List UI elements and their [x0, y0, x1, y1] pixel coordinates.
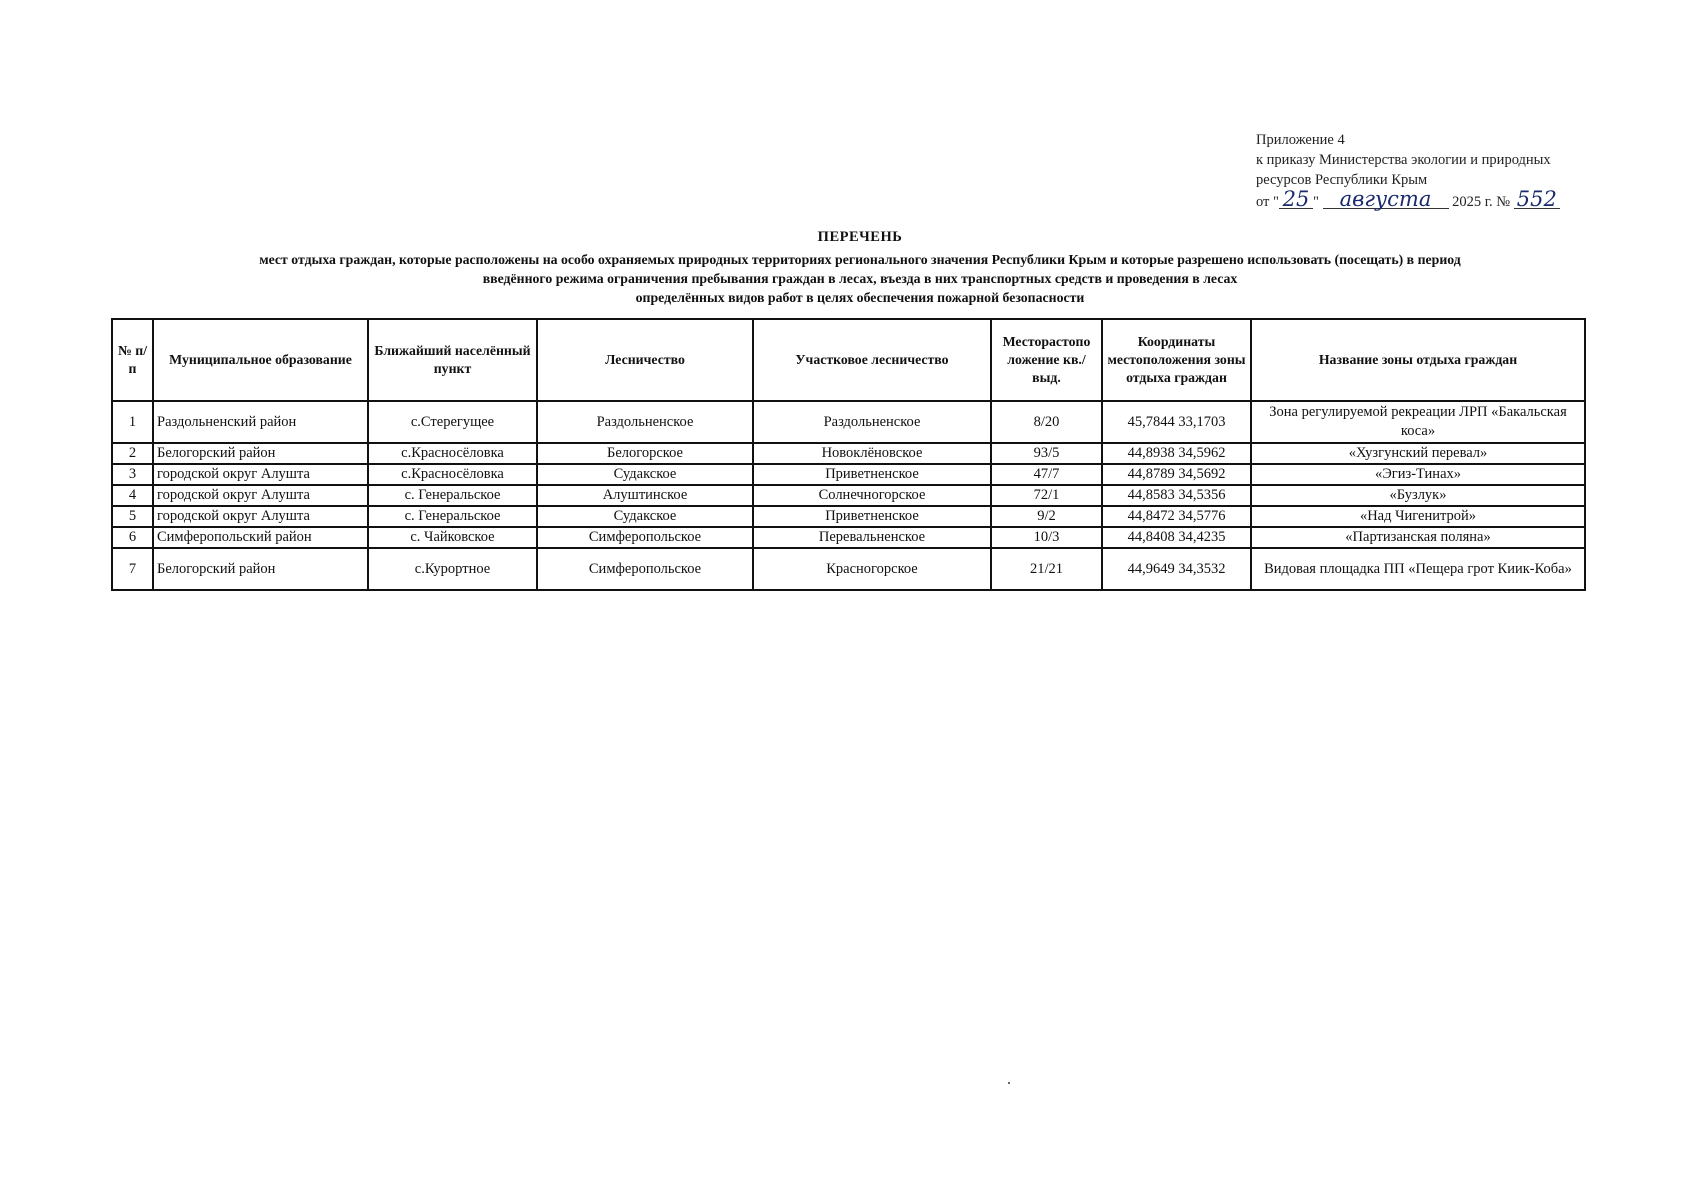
table-row — [112, 464, 1585, 485]
handwritten-month: августа — [1323, 190, 1449, 209]
recreation-zones-table — [111, 318, 1586, 591]
appendix-date-line — [1256, 187, 1676, 212]
cell-forestry: Алуштинское — [537, 485, 753, 506]
table-header-row — [112, 319, 1585, 401]
cell-coordinates: 44,8472 34,5776 — [1102, 506, 1251, 527]
document-subtitle-line-1: мест отдыха граждан, которые расположены на особо охраняемых природных территориях регионального значения Республики Крым и которые разрешено использовать (посещать) в период — [259, 252, 1461, 267]
cell-number: 6 — [112, 527, 153, 548]
cell-forestry: Симферопольское — [537, 548, 753, 590]
cell-coordinates: 44,8789 34,5692 — [1102, 464, 1251, 485]
document-subtitle-line-3: определённых видов работ в целях обеспечения пожарной безопасности — [635, 290, 1085, 305]
cell-district-forestry: Приветненское — [753, 506, 991, 527]
cell-number: 3 — [112, 464, 153, 485]
appendix-ministry: ресурсов Республики Крым — [1256, 172, 1428, 188]
cell-settlement: с. Генеральское — [368, 485, 537, 506]
header-settlement: Ближайший населённый пункт — [368, 319, 537, 401]
handwritten-day: 25 — [1279, 190, 1313, 209]
cell-zone-name: «Над Чигенитрой» — [1251, 506, 1585, 527]
cell-forestry: Судакское — [537, 464, 753, 485]
cell-location: 9/2 — [991, 506, 1102, 527]
table-row — [112, 485, 1585, 506]
header-municipality: Муниципальное образование — [153, 319, 368, 401]
appendix-order-ref: к приказу Министерства экологии и природных — [1256, 152, 1551, 168]
table-row — [112, 548, 1585, 590]
cell-coordinates: 44,8408 34,4235 — [1102, 527, 1251, 548]
cell-number: 7 — [112, 548, 153, 590]
year-text: 2025 г. № — [1452, 194, 1511, 210]
cell-zone-name: «Эгиз-Тинах» — [1251, 464, 1585, 485]
document-subtitle-line-2: введённого режима ограничения пребывания граждан в лесах, въезда в них транспортных средств и проведения в лесах — [482, 271, 1238, 286]
cell-district-forestry: Раздольненское — [753, 401, 991, 443]
header-location: Месторастопо ложение кв./выд. — [991, 319, 1102, 401]
cell-number: 2 — [112, 443, 153, 464]
table-row — [112, 443, 1585, 464]
table-row — [112, 401, 1585, 443]
cell-forestry: Симферопольское — [537, 527, 753, 548]
header-number: № п/п — [112, 319, 153, 401]
cell-coordinates: 45,7844 33,1703 — [1102, 401, 1251, 443]
cell-settlement: с. Чайковское — [368, 527, 537, 548]
cell-zone-name: «Бузлук» — [1251, 485, 1585, 506]
cell-municipality: Симферопольский район — [153, 527, 368, 548]
cell-district-forestry: Приветненское — [753, 464, 991, 485]
header-district-forestry: Участковое лесничество — [753, 319, 991, 401]
cell-zone-name: Зона регулируемой рекреации ЛРП «Бакальская коса» — [1251, 401, 1585, 443]
cell-zone-name: «Хузгунский перевал» — [1251, 443, 1585, 464]
cell-municipality: городской округ Алушта — [153, 485, 368, 506]
table-row — [112, 527, 1585, 548]
scan-speck — [1008, 1082, 1010, 1084]
document-title: ПЕРЕЧЕНЬ — [817, 229, 903, 245]
cell-municipality: Раздольненский район — [153, 401, 368, 443]
cell-location: 72/1 — [991, 485, 1102, 506]
cell-location: 10/3 — [991, 527, 1102, 548]
cell-district-forestry: Перевальненское — [753, 527, 991, 548]
table-row — [112, 506, 1585, 527]
cell-settlement: с.Курортное — [368, 548, 537, 590]
header-coordinates: Координаты местоположения зоны отдыха граждан — [1102, 319, 1251, 401]
handwritten-order-number: 552 — [1514, 190, 1560, 209]
cell-settlement: с.Красносёловка — [368, 464, 537, 485]
appendix-title: Приложение 4 — [1256, 132, 1345, 148]
cell-location: 21/21 — [991, 548, 1102, 590]
document-heading — [110, 228, 1610, 307]
header-zone-name: Название зоны отдыха граждан — [1251, 319, 1585, 401]
cell-coordinates: 44,9649 34,3532 — [1102, 548, 1251, 590]
cell-number: 4 — [112, 485, 153, 506]
cell-coordinates: 44,8583 34,5356 — [1102, 485, 1251, 506]
cell-forestry: Судакское — [537, 506, 753, 527]
appendix-block — [1256, 130, 1676, 212]
cell-municipality: Белогорский район — [153, 443, 368, 464]
date-quote: " — [1312, 194, 1319, 210]
cell-location: 8/20 — [991, 401, 1102, 443]
cell-municipality: городской округ Алушта — [153, 506, 368, 527]
cell-location: 93/5 — [991, 443, 1102, 464]
cell-forestry: Раздольненское — [537, 401, 753, 443]
cell-zone-name: «Партизанская поляна» — [1251, 527, 1585, 548]
cell-district-forestry: Солнечногорское — [753, 485, 991, 506]
cell-settlement: с. Генеральское — [368, 506, 537, 527]
date-prefix: от " — [1256, 194, 1279, 210]
cell-district-forestry: Новоклёновское — [753, 443, 991, 464]
cell-settlement: с.Красносёловка — [368, 443, 537, 464]
cell-forestry: Белогорское — [537, 443, 753, 464]
header-forestry: Лесничество — [537, 319, 753, 401]
cell-number: 5 — [112, 506, 153, 527]
cell-municipality: Белогорский район — [153, 548, 368, 590]
cell-number: 1 — [112, 401, 153, 443]
cell-coordinates: 44,8938 34,5962 — [1102, 443, 1251, 464]
cell-municipality: городской округ Алушта — [153, 464, 368, 485]
cell-district-forestry: Красногорское — [753, 548, 991, 590]
cell-settlement: с.Стерегущее — [368, 401, 537, 443]
cell-zone-name: Видовая площадка ПП «Пещера грот Киик-Коба» — [1251, 548, 1585, 590]
cell-location: 47/7 — [991, 464, 1102, 485]
